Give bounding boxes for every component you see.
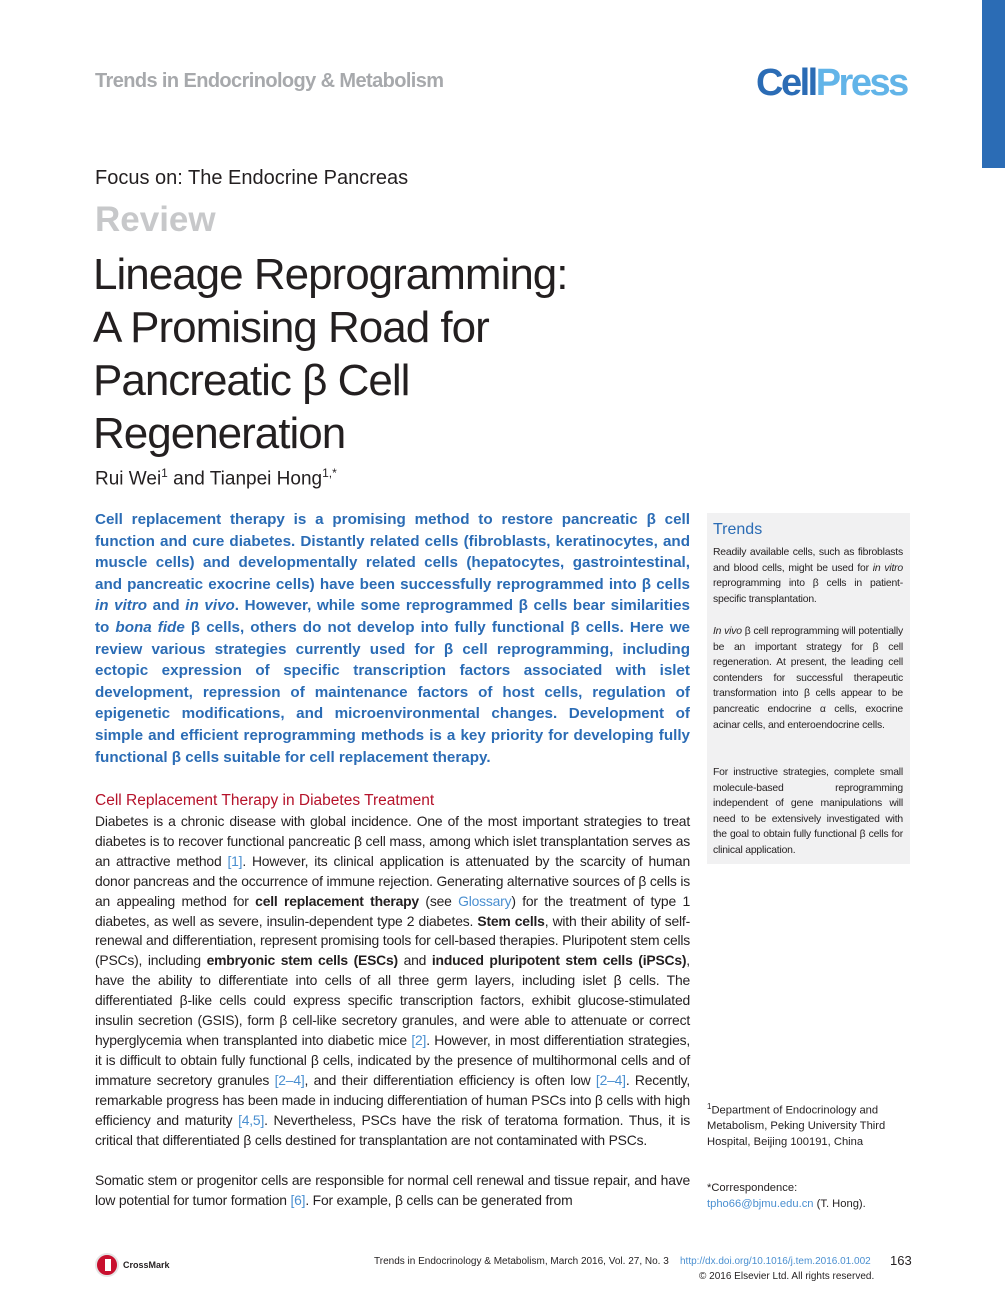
page-number: 163 <box>890 1253 912 1268</box>
body-text: , have the ability to differentiate into cells of all three germ layers, including islet β cells. The differentiated β-like cells could express specific transcription factors, exhibit glucose-stimulated insulin secretion (GSIS), form β cell-like secretory granules, and were able to attenuate or correct hyperglycemia when transplanted into diabetic mice <box>95 952 690 1048</box>
abstract-italic: in vivo <box>185 597 235 615</box>
glossary-term: embryonic stem cells (ESCs) <box>206 952 398 969</box>
title-line: Pancreatic β Cell <box>93 356 410 405</box>
crossmark-badge[interactable] <box>95 1253 170 1277</box>
article-type: Review <box>95 200 216 239</box>
title-line: Regeneration <box>93 409 346 458</box>
title-line: Lineage Reprogramming: <box>93 250 568 299</box>
trends-italic: In vivo <box>713 626 742 637</box>
abstract-text: β cells, others do not develop into fully functional β cells. Here we review various strategies currently used for β cell reprogramming, including ectopic expression of specific transcription factors associated with islet development, repression of maintenance factors of host cells, regulation of epigenetic modifications, and microenvironmental changes. Development of simple and efficient reprogramming methods is a key priority for developing fully functional β cells suitable for cell replacement therapy. <box>95 618 690 766</box>
abstract-text: . However, while some reprogrammed β cells bear similarities to <box>95 597 690 636</box>
body-text: Somatic stem or progenitor cells are responsible for normal cell renewal and tissue repair, and have low potential for tumor formation <box>95 1172 690 1208</box>
affiliation-text: Department of Endocrinology and Metabolism, Peking University Third Hospital, Beijing 100191, China <box>707 1104 886 1148</box>
abstract <box>95 509 690 768</box>
trends-text: β cell reprogramming will potentially be an important strategy for β cell regeneration. At present, the leading cell contenders for successful therapeutic transformation into β cells appear to be pancreatic endocrine α cells, exocrine acinar cells, and enteroendocrine cells. <box>713 626 903 731</box>
trends-box <box>707 513 910 864</box>
author-affiliation-mark: 1,* <box>322 466 337 480</box>
abstract-text: Cell replacement therapy is a promising method to restore pancreatic β cell function and cure diabetes. Distantly related cells (fibroblasts, keratinocytes, and muscle cells) and developmentally related cells (hepatocytes, gastrointestinal, and pancreatic exocrine cells) have been successfully reprogrammed into β cells <box>95 511 690 593</box>
logo-cell: Cell <box>756 62 816 104</box>
author-affiliation-mark: 1 <box>161 466 168 480</box>
reference-link[interactable]: [2–4] <box>595 1071 626 1088</box>
body-paragraph <box>95 1171 690 1211</box>
author-list <box>95 466 337 490</box>
crossmark-icon <box>95 1253 119 1277</box>
trends-text: reprogramming into β cells in patient-specific transplantation. <box>713 578 903 605</box>
reference-link[interactable]: [1] <box>227 852 243 869</box>
body-text: Diabetes is a chronic disease with global incidence. One of the most important strategies to treat diabetes is to recover functional pancreatic β cell mass, among which islet transplantation serves as an attractive method <box>95 813 690 869</box>
glossary-term: induced pluripotent stem cells (iPSCs) <box>431 952 687 969</box>
trends-item: For instructive strategies, complete small molecule-based reprogramming independent of gene manipulations will need to be extensively investigated with the goal to obtain fully functional β cells for clinical application. <box>713 767 903 856</box>
journal-name: Trends in Endocrinology & Metabolism <box>95 70 444 92</box>
trends-item <box>713 545 903 607</box>
body-text: . Nevertheless, PSCs have the risk of teratoma formation. Thus, it is critical that differentiated β cells destined for transplantation are not contaminated with PSCs. <box>95 1111 690 1148</box>
glossary-link[interactable]: Glossary <box>458 892 512 909</box>
author-conjunction: and <box>167 468 210 490</box>
trends-text: Readily available cells, such as fibroblasts and blood cells, might be used for <box>713 547 903 574</box>
focus-label: Focus on: The Endocrine Pancreas <box>95 167 409 189</box>
author-name: Rui Wei <box>95 468 162 490</box>
correspondence-label: *Correspondence: <box>707 1182 798 1194</box>
trends-item <box>713 624 903 733</box>
reference-link[interactable]: [4,5] <box>238 1111 265 1128</box>
glossary-term: cell replacement therapy <box>255 892 419 909</box>
trends-italic: in vitro <box>872 562 903 574</box>
correspondence-name: (T. Hong). <box>813 1198 866 1210</box>
article-title <box>93 248 568 460</box>
section-heading: Cell Replacement Therapy in Diabetes Treatment <box>95 792 435 809</box>
logo-press: Press <box>815 62 907 104</box>
title-line: A Promising Road for <box>93 303 489 352</box>
body-paragraph <box>95 812 690 1150</box>
body-text: . However, in most differentiation strategies, it is difficult to obtain fully functional β cells, indicated by the presence of multihormonal cells and of immature secretory granules <box>95 1031 691 1088</box>
copyright: © 2016 Elsevier Ltd. All rights reserved. <box>699 1271 875 1282</box>
body-text: . However, its clinical application is attenuated by the scarcity of human donor pancreas and the occurrence of immune rejection. Generating alternative sources of β cells is an appealing method for <box>95 852 690 909</box>
body-text: ) for the treatment of type 1 diabetes, as well as severe, insulin-dependent type 2 diabetes. <box>95 892 690 929</box>
affiliation-mark: 1 <box>707 1102 712 1111</box>
reference-link[interactable]: [2–4] <box>274 1071 305 1088</box>
author-name: Tianpei Hong <box>209 468 323 490</box>
crossmark-label: CrossMark <box>123 1260 170 1270</box>
abstract-italic: bona fide <box>115 618 185 636</box>
doi-link[interactable]: http://dx.doi.org/10.1016/j.tem.2016.01.002 <box>680 1256 871 1267</box>
edge-color-bar <box>982 0 1005 168</box>
email-link[interactable]: tpho66@bjmu.edu.cn <box>707 1198 814 1210</box>
reference-link[interactable]: [2] <box>411 1031 427 1048</box>
affiliation <box>707 1099 907 1151</box>
correspondence <box>707 1180 907 1212</box>
cellpress-logo <box>756 62 907 105</box>
glossary-term: Stem cells <box>477 912 545 929</box>
body-text: and <box>397 952 432 969</box>
body-text: . For example, β cells can be generated from <box>305 1191 573 1208</box>
body-text: , with their ability of self-renewal and differentiation, represent promising tools for cell-based therapies. Pluripotent stem cells (PSCs), including <box>95 912 691 969</box>
reference-link[interactable]: [6] <box>290 1191 306 1208</box>
trends-title: Trends <box>713 521 763 538</box>
body-text: . Recently, remarkable progress has been made in inducing differentiation of human PSCs into β cells with high efficiency and maturity <box>95 1071 690 1128</box>
body-text: (see <box>418 892 459 909</box>
footer-citation: Trends in Endocrinology & Metabolism, March 2016, Vol. 27, No. 3 <box>374 1256 669 1267</box>
body-text: , and their differentiation efficiency is often low <box>304 1071 596 1088</box>
abstract-italic: in vitro <box>95 597 148 615</box>
abstract-text: and <box>147 597 186 615</box>
